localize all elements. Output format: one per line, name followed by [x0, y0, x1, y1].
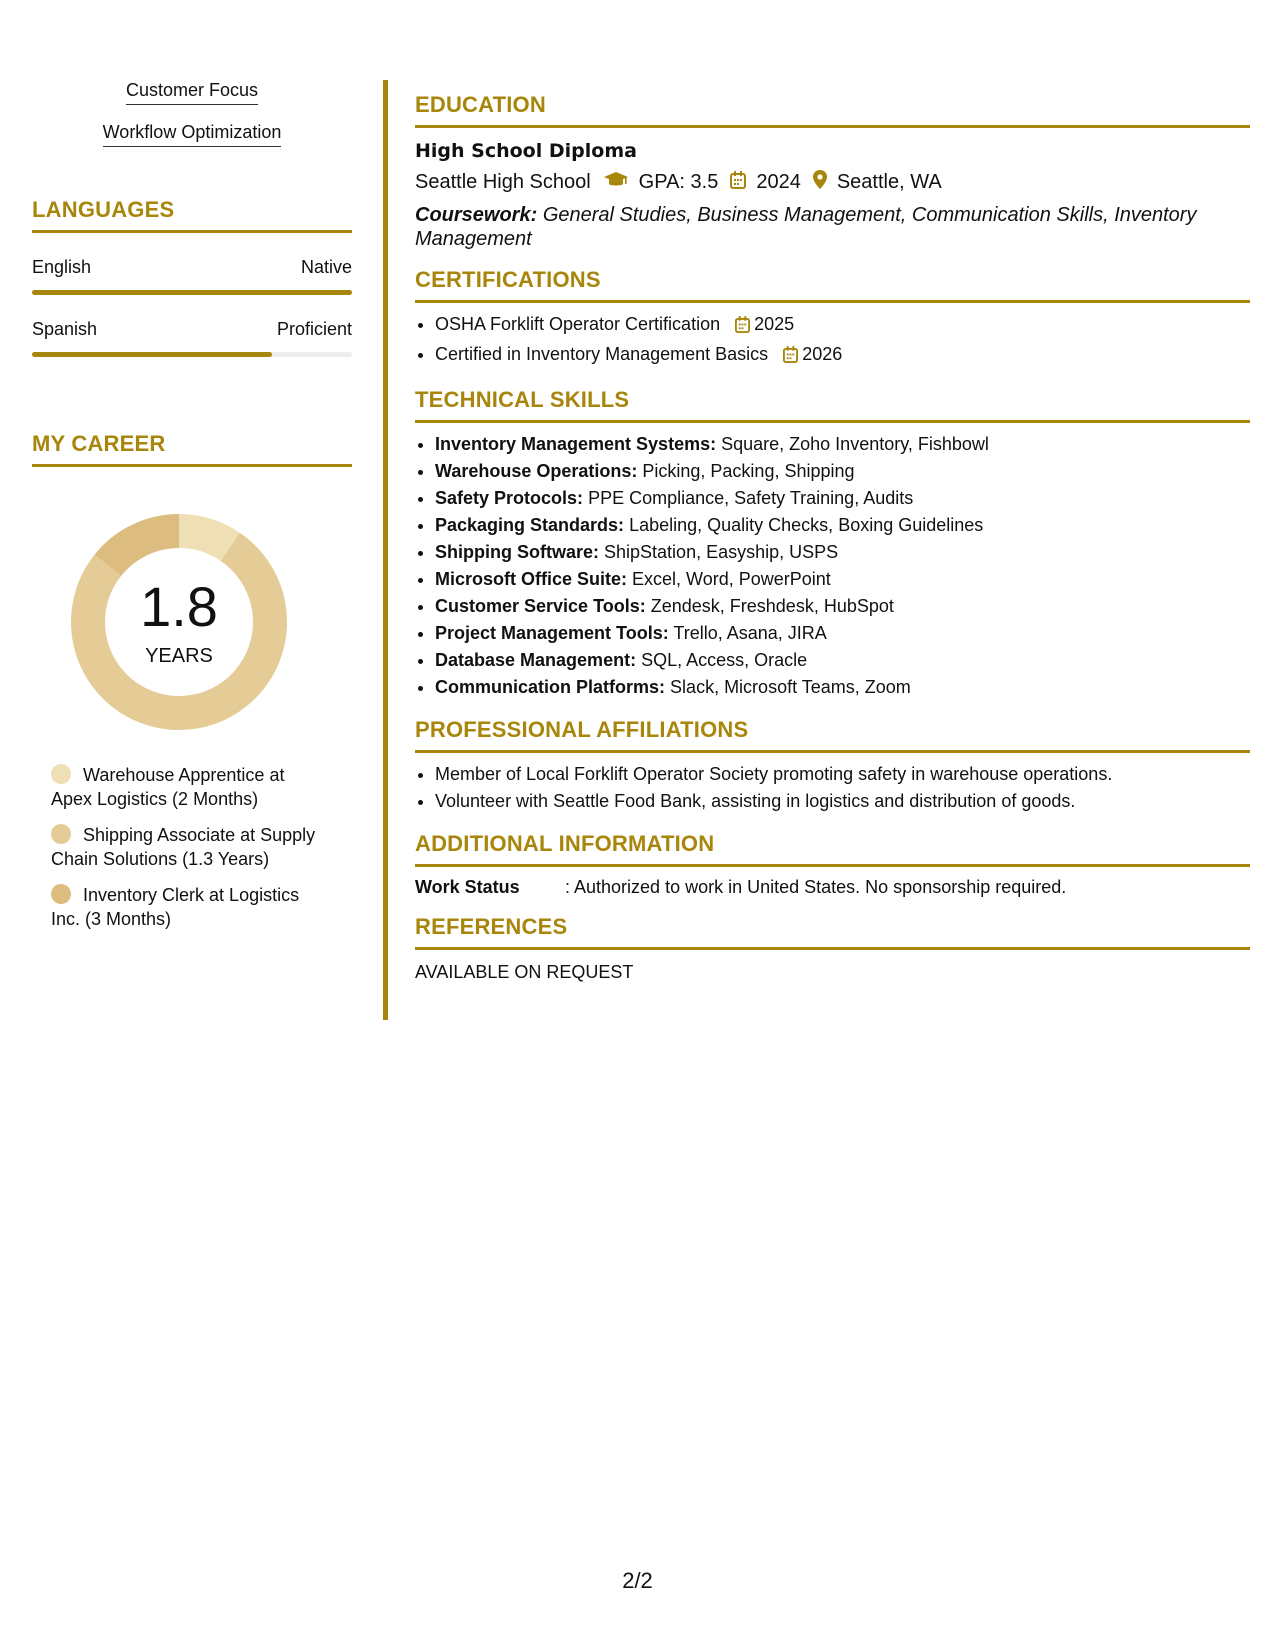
additional-info-section	[415, 831, 1250, 898]
career-legend-text: Warehouse Apprentice at Apex Logistics (2 Months)	[51, 765, 285, 809]
location-pin-icon	[813, 170, 827, 195]
skill-item	[435, 647, 1250, 674]
language-level: Proficient	[276, 319, 352, 339]
references-heading: REFERENCES	[415, 914, 568, 939]
additional-info-heading: ADDITIONAL INFORMATION	[415, 831, 715, 856]
education-section	[415, 92, 1250, 251]
skill-value: PPE Compliance, Safety Training, Audits	[588, 488, 914, 508]
skill-item	[435, 674, 1250, 701]
graduation-year: 2024	[756, 171, 801, 193]
languages-section	[32, 197, 352, 357]
affiliations-heading: PROFESSIONAL AFFILIATIONS	[415, 717, 749, 742]
skill-value: Zendesk, Freshdesk, HubSpot	[650, 596, 894, 616]
certifications-heading: CERTIFICATIONS	[415, 267, 601, 292]
skill-label: Microsoft Office Suite:	[435, 569, 628, 589]
degree-title: High School Diploma	[415, 140, 637, 162]
skill-label: Shipping Software:	[435, 542, 599, 562]
section-rule	[415, 947, 1250, 950]
references-text: AVAILABLE ON REQUEST	[415, 962, 634, 982]
affiliations-section	[415, 717, 1250, 815]
skill-label: Communication Platforms:	[435, 677, 666, 697]
legend-dot-icon	[51, 764, 71, 784]
career-legend-text: Inventory Clerk at Logistics Inc. (3 Months)	[51, 885, 300, 929]
skill-label: Customer Service Tools:	[435, 596, 646, 616]
page-number: 2/2	[622, 1568, 653, 1593]
skill-value: Labeling, Quality Checks, Boxing Guidelines	[629, 515, 984, 535]
skill-tag: Workflow Optimization	[103, 122, 282, 147]
skill-value: Square, Zoho Inventory, Fishbowl	[721, 434, 989, 454]
coursework-label: Coursework:	[415, 204, 538, 226]
certification-year: 2026	[802, 344, 843, 364]
section-rule	[415, 300, 1250, 303]
school-location: Seattle, WA	[836, 171, 942, 193]
certification-item	[435, 341, 1250, 371]
career-legend-item	[51, 763, 326, 811]
career-total-unit: YEARS	[145, 645, 213, 667]
section-rule	[415, 750, 1250, 753]
gpa: GPA: 3.5	[638, 171, 719, 193]
language-bar	[32, 290, 352, 295]
education-meta	[415, 170, 1250, 195]
work-status-value: : Authorized to work in United States. No sponsorship required.	[565, 877, 1067, 897]
language-item	[32, 257, 352, 295]
skill-value: SQL, Access, Oracle	[641, 650, 808, 670]
career-legend-text: Shipping Associate at Supply Chain Solutions (1.3 Years)	[51, 825, 316, 869]
languages-heading: LANGUAGES	[32, 197, 175, 222]
skill-item	[435, 431, 1250, 458]
skill-label: Packaging Standards:	[435, 515, 625, 535]
language-bar-fill	[32, 290, 352, 295]
skill-label: Project Management Tools:	[435, 623, 669, 643]
career-donut-chart	[64, 507, 294, 737]
certification-name: OSHA Forklift Operator Certification	[435, 314, 721, 334]
work-status-label: Work Status	[415, 877, 520, 897]
section-rule	[415, 125, 1250, 128]
legend-dot-icon	[51, 884, 71, 904]
skill-value: ShipStation, Easyship, USPS	[604, 542, 839, 562]
affiliations-list	[415, 761, 1250, 815]
career-section	[32, 431, 352, 931]
skill-label: Database Management:	[435, 650, 637, 670]
technical-skills-section	[415, 387, 1250, 701]
language-bar-fill	[32, 352, 272, 357]
coursework-text: General Studies, Business Management, Communication Skills, Inventory Management	[415, 204, 1197, 250]
calendar-icon	[735, 314, 750, 341]
graduation-cap-icon	[603, 171, 629, 195]
affiliation-item: • Volunteer with Seattle Food Bank, assisting in logistics and distribution of goods.	[435, 788, 1250, 815]
school-name: Seattle High School	[415, 171, 591, 193]
skill-label: Warehouse Operations:	[435, 461, 638, 481]
certifications-section	[415, 267, 1250, 371]
coursework	[415, 203, 1250, 251]
work-status-row	[415, 877, 1250, 898]
skill-item	[435, 566, 1250, 593]
career-legend-item	[51, 883, 326, 931]
section-rule	[415, 864, 1250, 867]
skill-tag: Customer Focus	[126, 80, 258, 105]
certification-name: Certified in Inventory Management Basics	[435, 344, 769, 364]
skill-value: Trello, Asana, JIRA	[673, 623, 827, 643]
calendar-icon	[730, 171, 746, 195]
language-name: English	[32, 257, 92, 277]
legend-dot-icon	[51, 824, 71, 844]
skill-value: Excel, Word, PowerPoint	[632, 569, 831, 589]
right-column	[415, 92, 1250, 999]
language-name: Spanish	[32, 319, 98, 339]
education-heading: EDUCATION	[415, 92, 546, 117]
section-rule	[32, 230, 352, 233]
skill-item	[435, 458, 1250, 485]
certification-year: 2025	[754, 314, 795, 334]
skill-item	[435, 593, 1250, 620]
skill-value: Picking, Packing, Shipping	[642, 461, 855, 481]
references-section	[415, 914, 1250, 983]
technical-skills-list	[415, 431, 1250, 701]
skill-item	[435, 620, 1250, 647]
column-divider	[383, 80, 388, 1020]
affiliation-item: • Member of Local Forklift Operator Society promoting safety in warehouse operations.	[435, 761, 1250, 788]
certifications-list	[415, 311, 1250, 371]
skill-label: Safety Protocols:	[435, 488, 584, 508]
left-column	[32, 80, 352, 943]
skill-value: Slack, Microsoft Teams, Zoom	[670, 677, 911, 697]
skill-item	[435, 512, 1250, 539]
donut-center	[64, 507, 294, 737]
language-level: Native	[300, 257, 352, 277]
technical-skills-heading: TECHNICAL SKILLS	[415, 387, 630, 412]
section-rule	[415, 420, 1250, 423]
calendar-icon	[783, 344, 798, 371]
skill-label: Inventory Management Systems:	[435, 434, 717, 454]
section-rule	[32, 464, 352, 467]
career-heading: MY CAREER	[32, 431, 166, 456]
language-bar	[32, 352, 352, 357]
career-legend-item	[51, 823, 326, 871]
certification-item	[435, 311, 1250, 341]
skill-item	[435, 485, 1250, 512]
skill-item	[435, 539, 1250, 566]
career-total-years: 1.8	[140, 575, 218, 638]
language-item	[32, 319, 352, 357]
career-legend	[32, 763, 326, 931]
